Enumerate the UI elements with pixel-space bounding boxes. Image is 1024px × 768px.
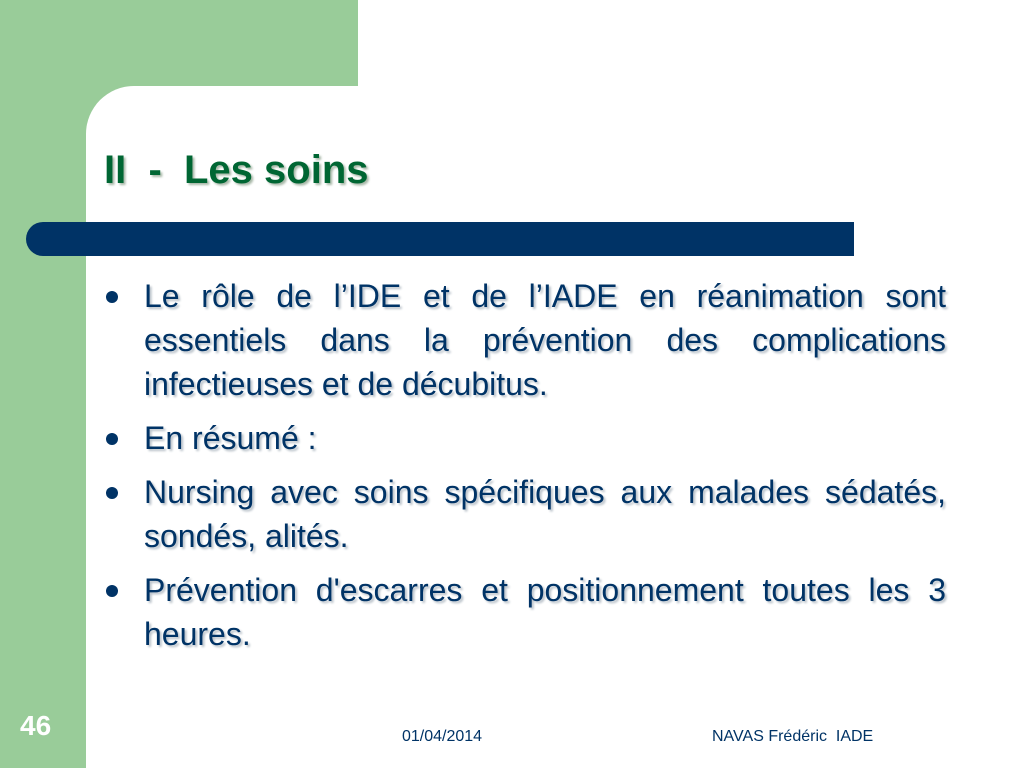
slide-number: 46 — [20, 710, 52, 741]
bullet-dot-icon — [106, 585, 118, 597]
top-white-strip — [358, 0, 1024, 86]
footer-date: 01/04/2014 — [402, 728, 483, 745]
bullet-dot-icon — [106, 291, 118, 303]
bullet-list — [104, 274, 946, 666]
bullet-item — [104, 416, 946, 460]
bullet-item — [104, 470, 946, 558]
bullet-text: Nursing avec soins spécifiques aux malades sédatés, sondés, alités. — [144, 474, 946, 554]
bullet-text: Le rôle de l’IDE et de l’IADE en réanimation sont essentiels dans la prévention des complications infectieuses et de décubitus. — [144, 278, 946, 402]
bullet-dot-icon — [106, 433, 118, 445]
bullet-item — [104, 274, 946, 406]
title-underline-bar — [26, 222, 854, 256]
footer-author: NAVAS Frédéric IADE — [712, 728, 874, 745]
slide-title: II - Les soins — [104, 148, 369, 192]
bullet-item — [104, 568, 946, 656]
bullet-dot-icon — [106, 487, 118, 499]
bullet-text: Prévention d'escarres et positionnement toutes les 3 heures. — [144, 572, 946, 652]
bullet-text: En résumé : — [144, 420, 317, 456]
corner-green-block — [0, 0, 358, 86]
